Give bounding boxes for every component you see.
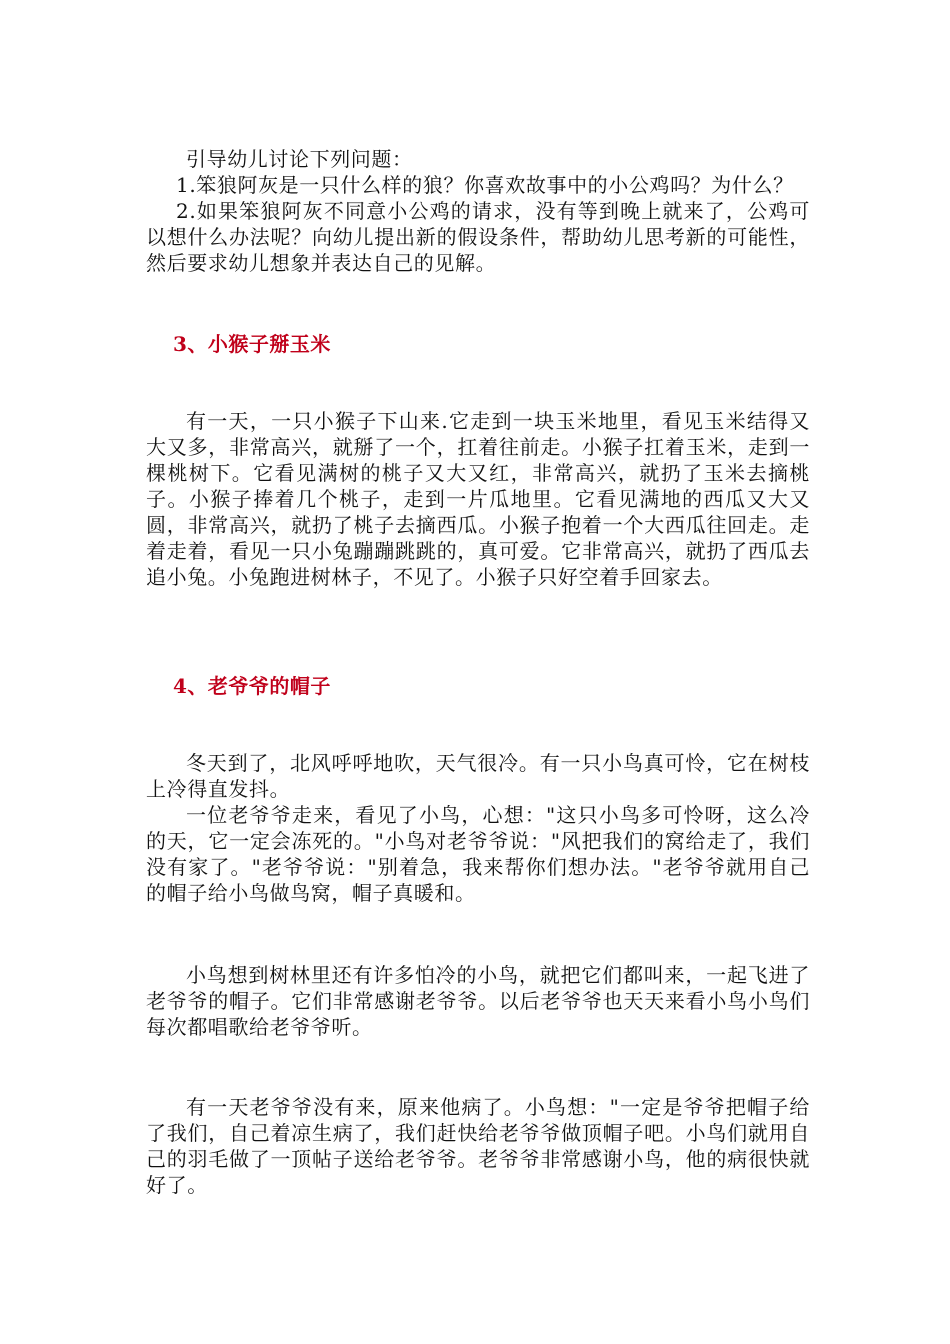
story-3-body: 有一天，一只小猴子下山来.它走到一块玉米地里，看见玉米结得又大又多，非常高兴，就掰了一个，扛着往前走。小猴子扛着玉米，走到一棵桃树下。它看见满树的桃子又大又红，非常高兴，就扔了玉米去摘桃子。小猴子捧着几个桃子，走到一片瓜地里。它看见满地的西瓜又大又圆，非常高兴，就扔了桃子去摘西瓜。小猴子抱着一个大西瓜往回走。走着走着，看见一只小兔蹦蹦跳跳的，真可爱。它非常高兴，就扔了西瓜去追小兔。小兔跑进树林子，不见了。小猴子只好空着手回家去。 bbox=[146, 409, 810, 589]
story-4-paragraph-4: 有一天老爷爷没有来，原来他病了。小鸟想："一定是爷爷把帽子给了我们，自己着凉生病了，我们赶快给老爷爷做顶帽子吧。小鸟们就用自己的羽毛做了一顶帖子送给老爷爷。老爷爷非常感谢小鸟，他的病很快就好了。 bbox=[146, 1095, 810, 1197]
discussion-question-2: 2.如果笨狼阿灰不同意小公鸡的请求，没有等到晚上就来了，公鸡可以想什么办法呢？向幼儿提出新的假设条件，帮助幼儿思考新的可能性，然后要求幼儿想象并表达自己的见解。 bbox=[146, 199, 810, 275]
story-4-paragraph-2: 一位老爷爷走来，看见了小鸟，心想："这只小鸟多可怜呀，这么冷的天，它一定会冻死的。"小鸟对老爷爷说："风把我们的窝给走了，我们没有家了。"老爷爷说："别着急，我来帮你们想办法。"老爷爷就用自己的帽子给小鸟做鸟窝，帽子真暖和。 bbox=[146, 803, 810, 905]
story-3-title: 3、小猴子掰玉米 bbox=[173, 332, 331, 356]
story-4-paragraph-1: 冬天到了，北风呼呼地吹，天气很冷。有一只小鸟真可怜，它在树枝上冷得直发抖。 bbox=[146, 751, 810, 801]
discussion-question-1: 1.笨狼阿灰是一只什么样的狼？你喜欢故事中的小公鸡吗？为什么？ bbox=[176, 173, 794, 197]
story-4-paragraph-3: 小鸟想到树林里还有许多怕冷的小鸟，就把它们都叫来，一起飞进了老爷爷的帽子。它们非常感谢老爷爷。以后老爷爷也天天来看小鸟小鸟们每次都唱歌给老爷爷听。 bbox=[146, 963, 810, 1039]
discussion-intro: 引导幼儿讨论下列问题： bbox=[186, 147, 413, 171]
story-4-title: 4、老爷爷的帽子 bbox=[173, 674, 331, 698]
